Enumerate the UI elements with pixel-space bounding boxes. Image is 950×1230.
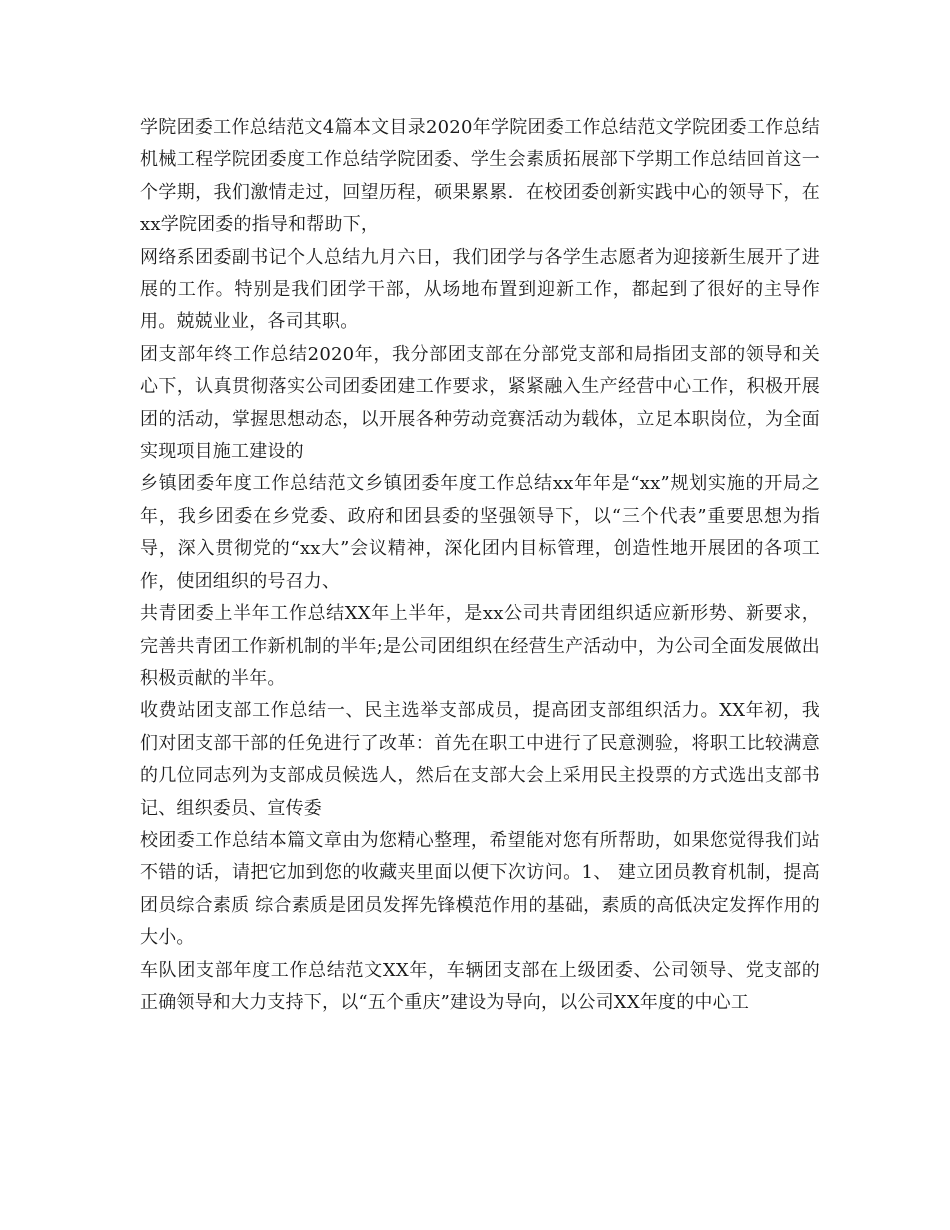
paragraph-motorcade-branch-summary: 车队团支部年度工作总结范文XX年，车辆团支部在上级团委、公司领导、党支部的正确领导和大力支持下，以“五个重庆”建设为导向，以公司XX年度的中心工 (140, 959, 820, 1013)
paragraph-branch-year-end-summary: 团支部年终工作总结2020年，我分部团支部在分部党支部和局指团支部的领导和关心下，认真贯彻落实公司团委团建工作要求，紧紧融入生产经营中心工作，积极开展团的活动，掌握思想动态，以开展各种劳动竞赛活动为载体，立足本职岗位，为全面实现项目施工建设的 (140, 343, 820, 463)
document-body (140, 112, 820, 1019)
paragraph-network-dept-summary: 网络系团委副书记个人总结九月六日，我们团学与各学生志愿者为迎接新生展开了进展的工作。特别是我们团学干部，从场地布置到迎新工作，都起到了很好的主导作用。兢兢业业，各司其职。 (140, 246, 820, 333)
paragraph-township-league-summary: 乡镇团委年度工作总结范文乡镇团委年度工作总结xx年年是“xx”规划实施的开局之年，我乡团委在乡党委、政府和团县委的坚强领导下，以“三个代表”重要思想为指导，深入贯彻党的“xx大”会议精神，深化团内目标管理，创造性地开展团的各项工作，使团组织的号召力、 (140, 473, 820, 592)
paragraph-college-league-summary: 学院团委工作总结范文4篇本文目录2020年学院团委工作总结范文学院团委工作总结机械工程学院团委度工作总结学院团委、学生会素质拓展部下学期工作总结回首这一个学期，我们激情走过，回望历程，硕果累累．在校团委创新实践中心的领导下，在xx学院团委的指导和帮助下， (140, 117, 820, 236)
paragraph-youth-league-half-year: 共青团委上半年工作总结XX年上半年，是xx公司共青团组织适应新形势、新要求，完善共青团工作新机制的半年;是公司团组织在经营生产活动中，为公司全面发展做出积极贡献的半年。 (140, 603, 820, 689)
paragraph-toll-station-summary: 收费站团支部工作总结一、民主选举支部成员，提高团支部组织活力。XX年初，我们对团支部干部的任免进行了改革：首先在职工中进行了民意测验，将职工比较满意的几位同志列为支部成员候选人，然后在支部大会上采用民主投票的方式选出支部书记、组织委员、宣传委 (140, 700, 820, 819)
paragraph-school-league-summary: 校团委工作总结本篇文章由为您精心整理，希望能对您有所帮助，如果您觉得我们站不错的话，请把它加到您的收藏夹里面以便下次访问。1、 建立团员教育机制，提高团员综合素质 综合素质是团员发挥先锋模范作用的基础，素质的高低决定发挥作用的大小。 (140, 829, 820, 949)
